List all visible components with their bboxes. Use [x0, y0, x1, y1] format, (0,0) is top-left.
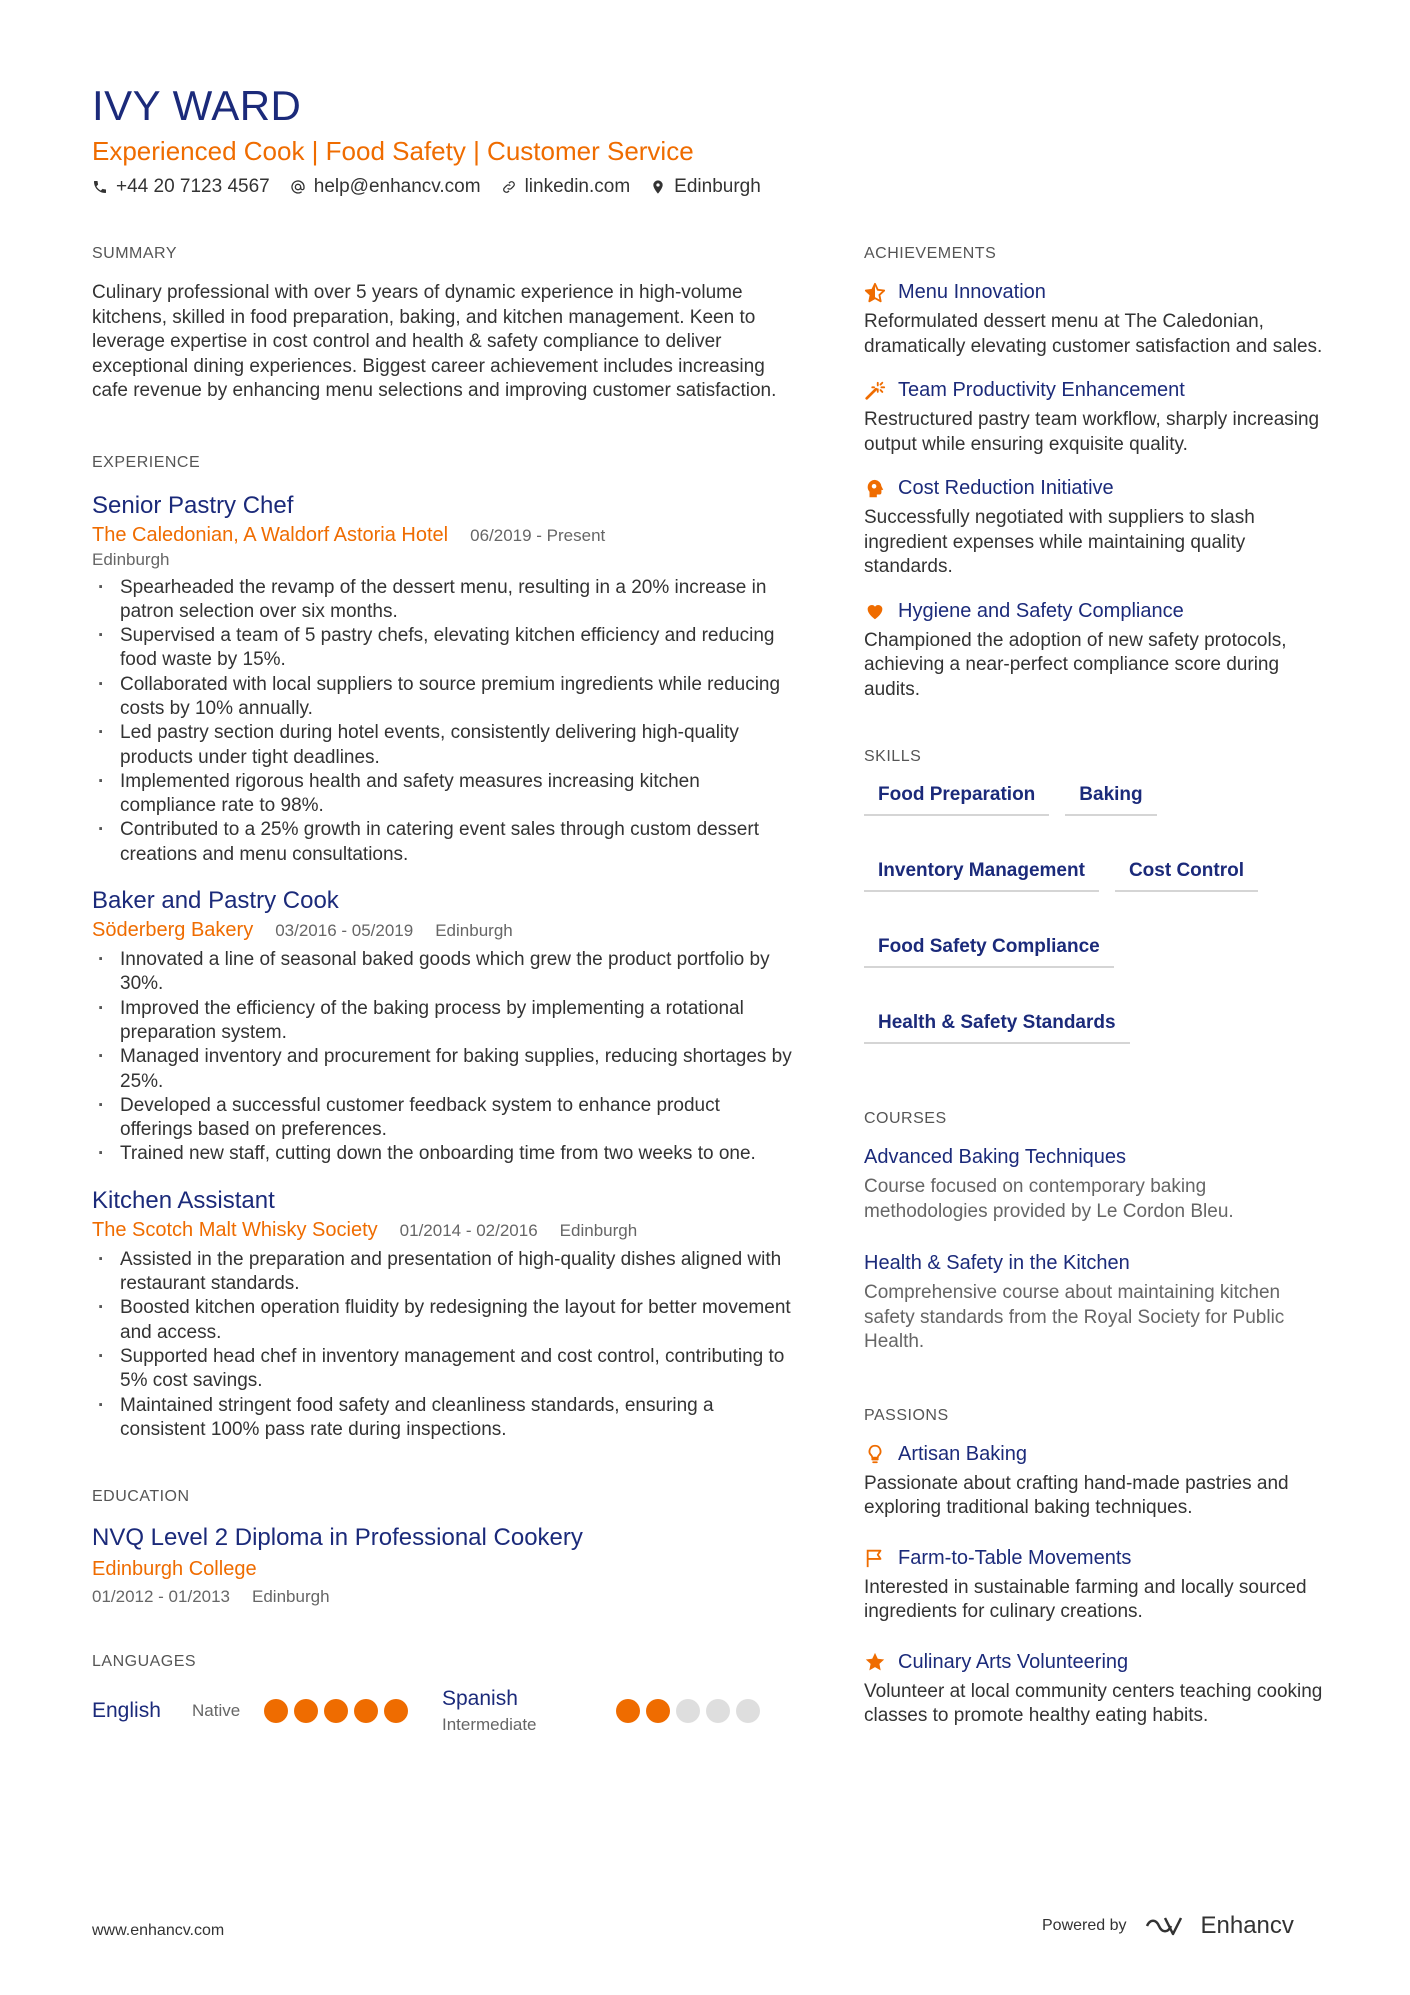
contact-location	[650, 176, 761, 198]
skill-tag: Food Preparation	[864, 784, 1049, 816]
language-labels	[442, 1687, 616, 1735]
summary-text: Culinary professional with over 5 years of dynamic experience in high-volume kitchens, skilled in food preparation, baking, and kitchen management. Keen to leverage expertise in cost control and health & safety compliance to deliver exceptional dining experiences. Biggest career achievement includes increasing cafe revenue by enhancing menu selections and improving customer satisfaction.	[92, 282, 777, 401]
candidate-name: IVY WARD	[92, 82, 302, 129]
skill-tag: Health & Safety Standards	[864, 1012, 1130, 1044]
job-bullet: · Spearheaded the revamp of the dessert menu, resulting in a 20% increase in patron selection over six months.	[92, 576, 792, 625]
achievement-head	[864, 600, 1334, 623]
job-entry	[92, 1187, 792, 1442]
job-meta	[92, 919, 792, 942]
skill-tag: Food Safety Compliance	[864, 936, 1114, 968]
star-half-icon	[864, 282, 886, 304]
passion-desc: Interested in sustainable farming and locally sourced ingredients for culinary creations.	[864, 1576, 1307, 1622]
achievement-item	[864, 600, 1334, 703]
job-dates: 03/2016 - 05/2019	[275, 921, 414, 941]
courses-section	[864, 1110, 1334, 1355]
rating-dot	[354, 1699, 378, 1723]
summary-section	[92, 245, 792, 404]
passion-item	[864, 1651, 1334, 1729]
skill-tag: Baking	[1065, 784, 1156, 816]
achievement-head	[864, 477, 1334, 500]
job-bullet: · Supervised a team of 5 pastry chefs, elevating kitchen efficiency and reducing food waste by 15%.	[92, 624, 792, 673]
job-meta	[92, 1219, 792, 1242]
achievements-title: ACHIEVEMENTS	[864, 245, 997, 262]
language-rating	[264, 1699, 408, 1723]
link-icon	[501, 179, 517, 195]
linkedin-text: linkedin.com	[524, 176, 631, 197]
job-bullet: · Collaborated with local suppliers to source premium ingredients while reducing costs by 10% annually.	[92, 673, 792, 722]
job-bullet: · Developed a successful customer feedback system to enhance product offerings based on preferences.	[92, 1094, 792, 1143]
job-bullet: · Managed inventory and procurement for baking supplies, reducing shortages by 25%.	[92, 1045, 792, 1094]
language-level: Native	[192, 1701, 241, 1721]
language-spanish	[442, 1687, 792, 1735]
achievement-item	[864, 281, 1334, 359]
job-bullets	[92, 576, 792, 868]
achievement-title: Hygiene and Safety Compliance	[898, 599, 1184, 622]
course-desc: Comprehensive course about maintaining kitchen safety standards from the Royal Society for Public Health.	[864, 1282, 1285, 1352]
job-title: Kitchen Assistant	[92, 1186, 275, 1214]
job-bullet: · Improved the efficiency of the baking process by implementing a rotational preparation system.	[92, 997, 792, 1046]
passion-head	[864, 1443, 1334, 1466]
contact-bar	[92, 176, 761, 198]
passion-item	[864, 1443, 1334, 1521]
job-location: Edinburgh	[435, 921, 513, 941]
courses-title: COURSES	[864, 1110, 947, 1127]
passion-head	[864, 1547, 1334, 1570]
skills-title: SKILLS	[864, 748, 922, 765]
location-text: Edinburgh	[674, 176, 761, 197]
course-desc: Course focused on contemporary baking methodologies provided by Le Cordon Bleu.	[864, 1176, 1234, 1222]
contact-linkedin[interactable]	[501, 176, 631, 198]
achievement-desc: Reformulated dessert menu at The Caledonian, dramatically elevating customer satisfaction and sales.	[864, 311, 1323, 357]
achievement-head	[864, 281, 1334, 304]
at-icon	[290, 179, 306, 195]
languages-section	[92, 1653, 792, 1735]
job-entry	[92, 492, 792, 868]
rating-dot	[736, 1699, 760, 1723]
course-item	[864, 1146, 1334, 1224]
job-entry	[92, 887, 792, 1167]
languages-title: LANGUAGES	[92, 1653, 197, 1671]
education-degree: NVQ Level 2 Diploma in Professional Cookery	[92, 1524, 583, 1552]
job-meta	[92, 524, 792, 547]
footer-branding	[1042, 1912, 1294, 1940]
passion-item	[864, 1547, 1334, 1625]
rating-dot	[646, 1699, 670, 1723]
language-name: Spanish	[442, 1687, 518, 1711]
passion-desc: Volunteer at local community centers teaching cooking classes to promote healthy eating habits.	[864, 1680, 1323, 1726]
skill-tag: Inventory Management	[864, 860, 1099, 892]
passion-head	[864, 1651, 1334, 1674]
rating-dot	[294, 1699, 318, 1723]
achievement-title: Menu Innovation	[898, 281, 1046, 303]
rating-dot	[616, 1699, 640, 1723]
education-meta	[92, 1587, 792, 1607]
job-company: The Scotch Malt Whisky Society	[92, 1218, 378, 1241]
course-item	[864, 1252, 1334, 1355]
passions-section	[864, 1407, 1334, 1729]
education-section	[92, 1488, 792, 1607]
skill-tag: Cost Control	[1115, 860, 1258, 892]
skills-list	[864, 784, 1334, 1044]
achievement-head	[864, 379, 1334, 402]
achievement-desc: Championed the adoption of new safety protocols, achieving a near-perfect compliance score during audits.	[864, 629, 1287, 700]
job-bullet: · Led pastry section during hotel events, consistently delivering high-quality products under tight deadlines.	[92, 721, 792, 770]
contact-phone[interactable]	[92, 176, 270, 198]
job-dates: 06/2019 - Present	[470, 525, 606, 545]
job-bullet: · Trained new staff, cutting down the onboarding time from two weeks to one.	[92, 1142, 792, 1166]
achievement-item	[864, 379, 1334, 457]
left-column	[92, 245, 792, 1735]
job-bullets	[92, 1248, 792, 1442]
candidate-headline: Experienced Cook | Food Safety | Customer Service	[92, 136, 694, 166]
job-company: The Caledonian, A Waldorf Astoria Hotel	[92, 523, 449, 546]
job-bullet: · Contributed to a 25% growth in catering event sales through custom dessert creations and menu consultations.	[92, 818, 792, 867]
heart-icon	[864, 600, 886, 622]
language-name: English	[92, 1699, 161, 1723]
right-column	[864, 245, 1334, 1729]
job-location: Edinburgh	[559, 1220, 638, 1240]
job-title: Baker and Pastry Cook	[92, 887, 339, 915]
achievement-desc: Successfully negotiated with suppliers to slash ingredient expenses while maintaining quality standards.	[864, 507, 1255, 577]
achievement-desc: Restructured pastry team workflow, sharply increasing output while ensuring exquisite quality.	[864, 409, 1320, 455]
map-pin-icon	[650, 179, 666, 195]
enhancv-logo-icon	[1145, 1914, 1191, 1938]
rating-dot	[264, 1699, 288, 1723]
powered-by-label: Powered by	[1042, 1917, 1127, 1934]
head-idea-icon	[864, 478, 886, 500]
experience-section	[92, 454, 792, 1443]
email-text: help@enhancv.com	[313, 176, 481, 197]
job-title: Senior Pastry Chef	[92, 491, 294, 519]
brand-name: Enhancv	[1200, 1912, 1294, 1939]
education-dates: 01/2012 - 01/2013	[92, 1587, 231, 1607]
education-title: EDUCATION	[92, 1488, 190, 1506]
star-icon	[864, 1651, 886, 1673]
language-level: Intermediate	[442, 1715, 537, 1735]
experience-title: EXPERIENCE	[92, 453, 201, 471]
language-rating	[616, 1699, 760, 1723]
course-title: Advanced Baking Techniques	[864, 1146, 1127, 1168]
achievements-section	[864, 245, 1334, 702]
job-location: Edinburgh	[92, 549, 170, 569]
education-location: Edinburgh	[252, 1587, 330, 1607]
skills-section	[864, 748, 1334, 1044]
course-title: Health & Safety in the Kitchen	[864, 1252, 1130, 1274]
rating-dot	[676, 1699, 700, 1723]
languages-row	[92, 1687, 792, 1735]
flag-icon	[864, 1547, 886, 1569]
job-bullet: · Supported head chef in inventory management and cost control, contributing to 5% cost savings.	[92, 1345, 792, 1394]
brand-logo[interactable]	[1145, 1912, 1294, 1940]
rating-dot	[384, 1699, 408, 1723]
job-dates: 01/2014 - 02/2016	[399, 1220, 538, 1240]
education-school: Edinburgh College	[92, 1558, 257, 1581]
achievement-title: Team Productivity Enhancement	[898, 379, 1185, 401]
passion-desc: Passionate about crafting hand-made pastries and exploring traditional baking techniques.	[864, 1472, 1289, 1518]
achievement-title: Cost Reduction Initiative	[898, 477, 1114, 499]
job-bullet: · Maintained stringent food safety and cleanliness standards, ensuring a consistent 100% pass rate during inspections.	[92, 1394, 792, 1443]
passions-title: PASSIONS	[864, 1406, 949, 1424]
rating-dot	[324, 1699, 348, 1723]
phone-text: +44 20 7123 4567	[116, 176, 270, 197]
passion-title: Farm-to-Table Movements	[898, 1546, 1132, 1569]
magic-wand-icon	[864, 380, 886, 402]
lightbulb-icon	[864, 1443, 886, 1465]
passion-title: Artisan Baking	[898, 1442, 1027, 1465]
contact-email[interactable]	[290, 176, 481, 198]
job-bullet: · Boosted kitchen operation fluidity by redesigning the layout for better movement and access.	[92, 1296, 792, 1345]
summary-title: SUMMARY	[92, 245, 177, 262]
job-bullets	[92, 948, 792, 1167]
achievement-item	[864, 477, 1334, 580]
passion-title: Culinary Arts Volunteering	[898, 1650, 1129, 1673]
language-english	[92, 1687, 442, 1735]
rating-dot	[706, 1699, 730, 1723]
job-bullet: · Assisted in the preparation and presentation of high-quality dishes aligned with restaurant standards.	[92, 1248, 792, 1297]
phone-icon	[92, 179, 108, 195]
job-bullet: · Implemented rigorous health and safety measures increasing kitchen compliance rate to 98%.	[92, 770, 792, 819]
job-bullet: · Innovated a line of seasonal baked goods which grew the product portfolio by 30%.	[92, 948, 792, 997]
footer-website[interactable]: www.enhancv.com	[92, 1922, 225, 1939]
job-company: Söderberg Bakery	[92, 919, 254, 942]
